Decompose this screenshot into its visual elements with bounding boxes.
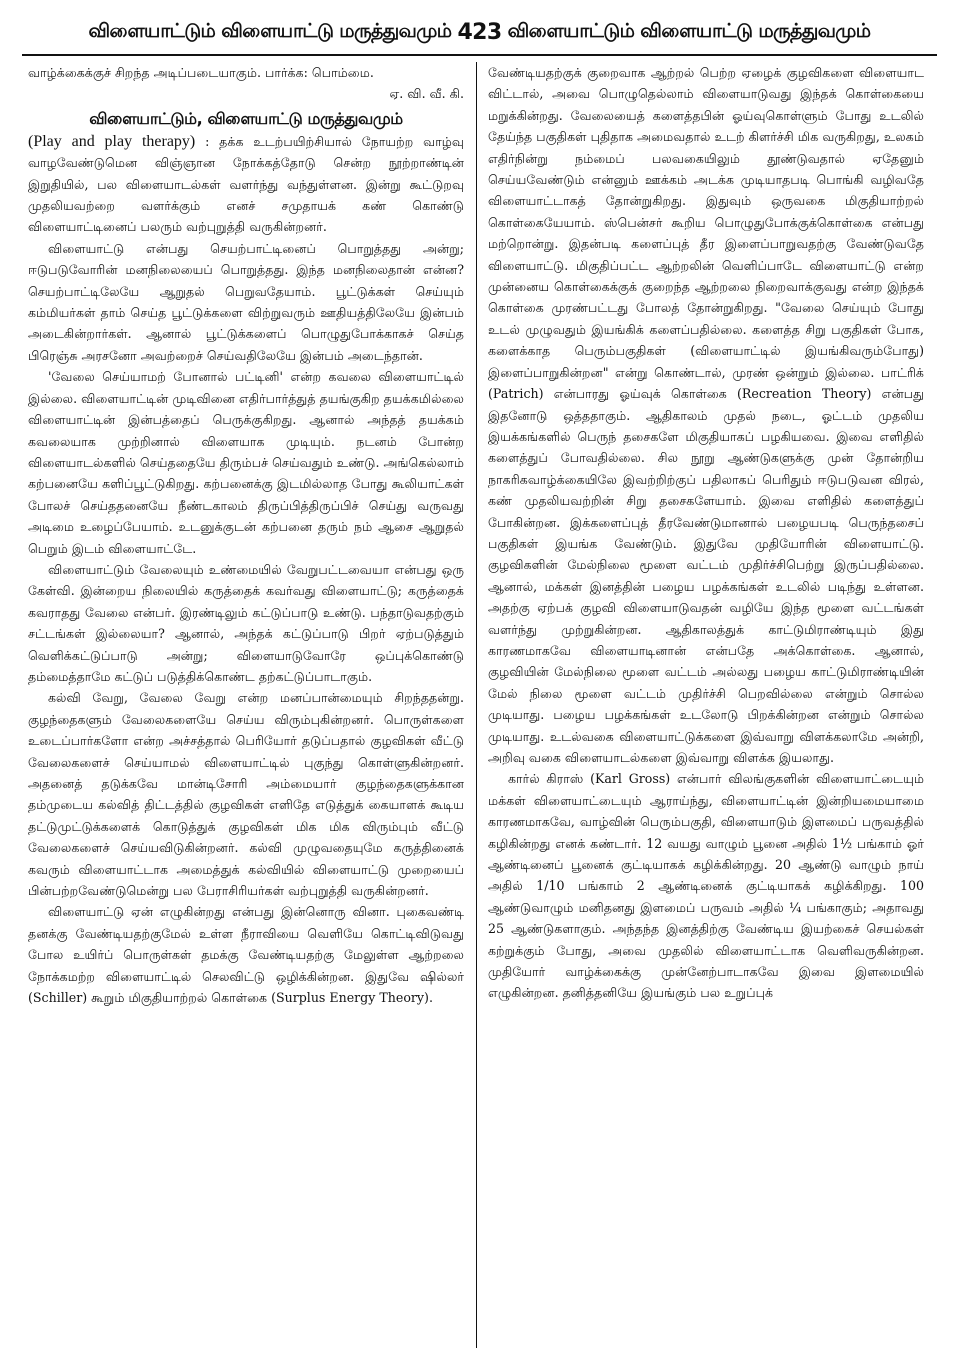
paragraph: கார்ல் கிராஸ் (Karl Gross) என்பார் விலங்குகளின் விளையாட்டையும் மக்கள் விளையாட்டையும் ஆராய்ந்து, விளையாட்டின் இன்றியமையாமை காரணமாகவே, வாழ்வின் பெரும்பகுதி, விளையாடும் இளமைப் பருவத்தில் கழிகின்றது எனக் கண்டார். 12 வயது வாழும் பூனை அதில் 1½ பங்காம் ஓர் ஆண்டினைப் பூனைக் குட்டியாகக் கழிக்கின்றது. 20 ஆண்டு வாழும் நாய் அதில் 1/10 பங்காம் 2 ஆண்டினைக் குட்டியாகக் கழிக்கிறது. 100 ஆண்டுவாழும் மனிதனது இளமைப் பருவம் அதில் ¼ பங்காகும்; அதாவது 25 ஆண்டுகளாகும். அந்தந்த இனத்திற்கு வேண்டிய இயற்கைச் செயல்கள் கற்றுக்கும் போது, அவை முதலில் விளையாட்டாக வெளிவருகின்றன. முதியோர் வாழ்க்கைக்கு முன்னேற்பாடாகவே இவை இளமையில் எழுகின்றன. தனித்தனியே இயங்கும் பல உறுப்புக் [488,771,924,1001]
paragraph: வேண்டியதற்குக் குறைவாக ஆற்றல் பெற்ற ஏழைக் குழவிகளை விளையாட விட்டால், அவை பொழுதெல்லாம் விளையாடுவது இந்தக் கொள்கையை மறுக்கின்றது. வேலையைத் களைத்தபின் ஓய்வுகொள்ளும் போது உடலில் தேய்ந்த பகுதிகள் புதிதாக அமைவதால் உடற் கிளர்ச்சி மிக வருகிறது, உலகம் எதிர்நின்று நம்மைப் பலவகையிலும் தூண்டுவதால் ஏதேனும் செய்யவேண்டும் என்னும் ஊக்கம் அடக்க முடியாதபடி பொங்கி வழிவதே விளையாட்டாகத் தோன்றுகிறது. இதுவும் ஒருவகை மிகுதியாற்றல் கொள்கையேயாம். ஸ்பென்சர் கூறிய பொழுதுபோக்குக்கொள்கை என்பது மற்றொன்று. இதன்படி களைப்புத் தீர இளைப்பாறுவதற்கு வேண்டுவதே விளையாட்டு. மிகுதிப்பட்ட ஆற்றலின் வெளிப்பாடே விளையாட்டு என்ற முன்னைய கொள்கைக்குக் குறைந்த ஆற்றலை நிறைவாக்குவது என்ற இந்தக் கொள்கை முரண்பட்டது போலத் தோன்றுகிறது. "வேலை செய்யும் போது உடல் முழுவதும் இயங்கிக் களைப்பதில்லை. களைத்த சிறு பகுதிகள் போக, களைக்காத பெரும்பகுதிகள் (விளையாட்டில் இயங்கிவரும்போது) இளைப்பாறுகின்றன" என்று கொண்டால், முரண் ஒன்றும் இல்லை. பாட்ரிக் (Patrich) என்பாரது ஓய்வுக் கொள்கை (Recreation Theory) என்பது இதனோடு ஒத்ததாகும். ஆதிகாலம் முதல் நடை, ஓட்டம் முதலிய இயக்கங்களில் பெருந் தசைகளே மிகுதியாகப் பழகியவை. இவை எளிதில் களைத்துப் போவதில்லை. சில நூறு ஆண்டுகளுக்கு முன் தோன்றிய நாகரிகவாழ்க்கையிலே இவற்றிற்குப் பதிலாகப் பெரிதும் ஈடுபடுவன விரல், கண் முதலியவற்றின் சிறு தசைகளேயாம். இவை எளிதில் களைத்துப் போகின்றன. இக்களைப்புத் தீரவேண்டுமானால் பழையபடி பெருந்தசைப் பகுதிகள் இயங்க வேண்டும். இதுவே முதியோரின் விளையாட்டு. குழவிகளின் மேல்நிலை மூளை வட்டம் முதிர்ச்சிபெற்று இருப்பதில்லை. ஆனால், மக்கள் இனத்தின் பழைய பழக்கங்கள் உடலில் படிந்து உள்ளன. அதற்கு ஏற்பக் குழவி விளையாடுவதன் வழியே இந்த மூளை வட்டங்கள் வளர்ந்து முற்றுகின்றன. ஆதிகாலத்துக் காட்டுமிராண்டியும் இது காரணமாகவே விளையாடினான் என்பதே அக்கொள்கை. ஆனால், குழவியின் மேல்நிலை மூளை வட்டம் அல்லது பழைய காட்டுமிராண்டியின் மேல் நிலை மூளை வட்டம் முதிர்ச்சி பெறவில்லை என்றும் சொல்ல முடியாது. பழைய பழக்கங்கள் உடலோடு பிறக்கின்றன என்றும் சொல்ல முடியாது. உடல்வகை விளையாட்டுக்களை இவ்வாறு விளக்கலாமே அன்றி, அறிவு வகை விளையாடல்களை இவ்வாறு விளக்க இயலாது. [488,65,924,765]
right-column [488,62,924,1352]
section-title: விளையாட்டும், விளையாட்டு மருத்துவமும் [89,108,403,128]
paragraph: விளையாட்டும் வேலையும் உண்மையில் வேறுபட்டவையா என்பது ஒரு கேள்வி. இன்றைய நிலையில் கருத்தைக் கவர்வது விளையாட்டு; கருத்தைக் கவராதது வேலை என்பர். இரண்டிலும் கட்டுப்பாடு உண்டு. பந்தாடுவதற்கும் சட்டங்கள் இல்லையா? ஆனால், அந்தக் கட்டுப்பாடு பிறர் ஏற்படுத்தும் வெளிக்கட்டுப்பாடு அன்று; விளையாடுவோரே ஒப்புக்கொண்டு தம்மைத்தாமே கட்டுப் படுத்திக்கொண்ட தற்கட்டுப்பாடாகும். [28,561,464,684]
page-number: 423 [457,19,502,45]
left-column [28,62,464,1352]
column-divider [476,62,477,1348]
running-header [22,12,937,52]
paragraph: 'வேலை செய்யாமற் போனால் பட்டினி' என்ற கவலை விளையாட்டில் இல்லை. விளையாட்டின் முடிவினை எதிர்பார்த்துத் தயங்குகிற தயக்கமில்லை விளையாட்டின் இன்பத்தைப் பெருக்குகிறது. ஆனால் அந்தத் தயக்கம் கவலையாக முற்றினால் விளையாக முடியும். நடனம் போன்ற விளையாடல்களில் செய்ததையே திரும்பச் செய்வதும் உண்டு. அங்கெல்லாம் கற்பனையே களிப்பூட்டுகிறது. கற்பனைக்கு இடமில்லாத போது கூலியாட்கள் போலச் செய்ததனையே நீண்டகாலம் திருப்பித்திருப்பிச் செய்து வருவது அடிமை உழைப்பேயாம். உடனுக்குடன் கற்பனை தரும் நம் ஆசை ஆறுதல் பெறும் இடம் விளையாட்டே. [28,369,464,556]
header-left-title: விளையாட்டும் விளையாட்டு மருத்துவமும் [88,19,452,42]
paragraph: : தக்க உடற்பயிற்சியால் நோயற்ற வாழ்வு வாழவேண்டுமென விஞ்ஞான நோக்கத்தோடு சென்ற நூற்றாண்டின் இறுதியில், பல விளையாடல்கள் வளர்ந்து வந்துள்ளன. இன்று கூட்டுறவு முதலியவற்றை வளர்க்கும் எனச் சமுதாயக் கண் கொண்டு விளையாட்டினைப் பலரும் வற்புறுத்தி வருகின்றனர். [28,133,464,235]
intro-line: வாழ்க்கைக்குச் சிறந்த அடிப்படையாகும். பார்க்க: பொம்மை. [28,65,374,80]
paragraph: கல்வி வேறு, வேலை வேறு என்ற மனப்பான்மையும் சிறந்ததன்று. குழந்தைகளும் வேலைகளையே செய்ய விரும்புகின்றனர். பொருள்களை உடைப்பார்களோ என்ற அச்சத்தால் பெரியோர் தடுப்பதால் குழவிகள் வீட்டு வேலைகளைச் செய்யாமல் விளையாட்டில் புகுந்து கொள்ளுகின்றனர். அதனைத் தடுக்கவே மான்டிசோரி அம்மையார் குழந்தைகளுக்கான தம்முடைய கல்வித் திட்டத்தில் குழவிகள் எளிதே எடுத்துக் கையாளக் கூடிய தட்டுமுட்டுக்களைக் கொடுத்துக் குழவிகள் மிக மிக விரும்பும் வீட்டு வேலைகளைச் செய்யவிடுகின்றனர். கல்வி முழுவதையுமே கருத்தினைக் கவரும் விளையாட்டாக அமைத்துக் கல்வியில் விளையாட்டு முறையைப் பின்பற்றவேண்டுமென்று பல பேராசிரியர்கள் வற்புறுத்தி வருகின்றனர். [28,690,464,899]
section-subtitle: (Play and play therapy) [28,132,196,150]
paragraph: விளையாட்டு ஏன் எழுகின்றது என்பது இன்னொரு வினா. புகைவண்டி தனக்கு வேண்டியதற்குமேல் உள்ள நீராவியை வெளியே கொட்டிவிடுவது போல உயிர்ப் பொருள்கள் தமக்கு வேண்டியதற்கு மேலுள்ள ஆற்றலை நோக்கமற்ற விளையாட்டில் செலவிட்டு ஒழிக்கின்றன. இதுவே ஷில்லர் (Schiller) கூறும் மிகுதியாற்றல் கொள்கை (Surplus Energy Theory). [28,904,464,1006]
paragraph: விளையாட்டு என்பது செயற்பாட்டினைப் பொறுத்தது அன்று; ஈடுபடுவோரின் மனநிலையைப் பொறுத்தது. இந்த மனநிலைதான் என்ன? செயற்பாட்டிலேயே ஆறுதல் பெறுவதேயாம். பூட்டுக்கள் செய்யும் கம்மியர்கள் தாம் செய்த பூட்டுக்களை விற்றுவரும் ஊதியத்திலேயே இன்பம் அடைகின்றார்கள். ஆனால் பூட்டுக்களைப் பொழுதுபோக்காகச் செய்த பிரெஞ்சு அரசனோ அவற்றைச் செய்வதிலேயே இன்பம் அடைந்தான். [28,240,464,363]
header-right-title: விளையாட்டும் விளையாட்டு மருத்துவமும் [507,19,871,42]
header-rule [22,54,937,56]
author-initials: ஏ. வி. வீ. கி. [389,86,464,102]
